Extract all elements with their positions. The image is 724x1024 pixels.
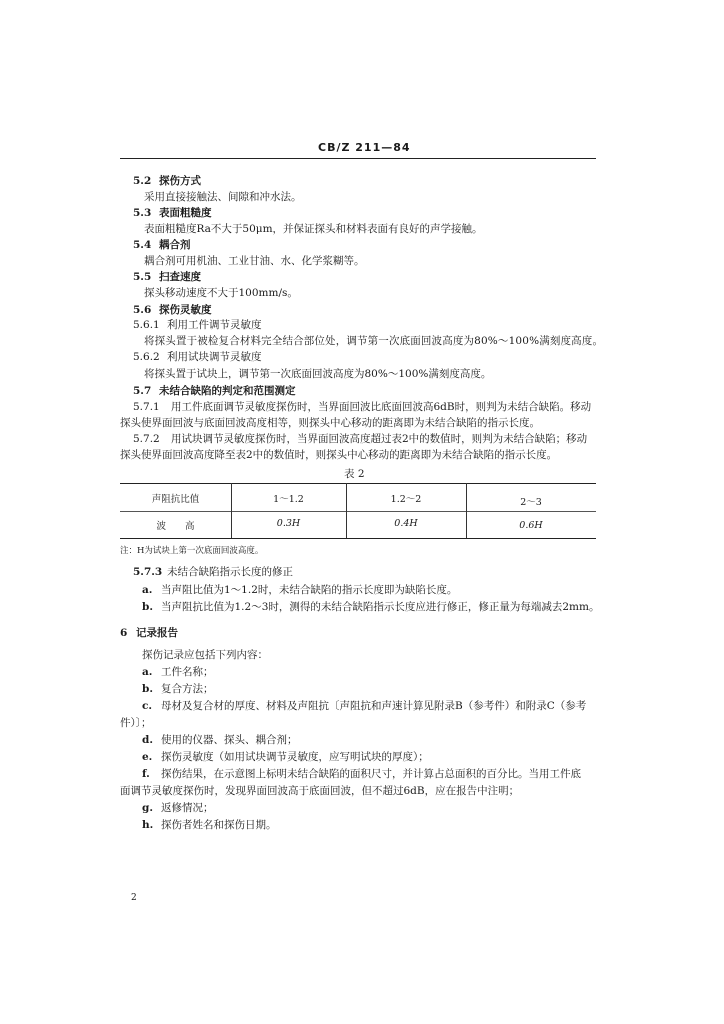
list-item-continuation: 件）〕； — [120, 717, 152, 729]
section-5-6-2-number: 5.6.2 — [133, 351, 160, 363]
document-code: CB/Z 211—84 — [318, 141, 411, 154]
list-text-b: 当声阻抗比值为1.2～3时，测得的未结合缺陷指示长度应进行修正，修正量为每端减去2mm。 — [161, 601, 600, 613]
table-bottom-rule — [120, 538, 596, 539]
table-cell: 2～3 — [520, 497, 542, 508]
section-5-7-2-number: 5.7.2 — [133, 433, 160, 445]
section-5-2-number: 5.2 — [133, 175, 152, 187]
list-item-text: 母材及复合材的厚度、材料及声阻抗〔声阻抗和声速计算见附录B（参考件）和附录C（参考 — [161, 700, 587, 712]
table-note: 注：H为试块上第一次底面回波高度。 — [120, 546, 264, 556]
list-label: a. — [142, 666, 153, 678]
list-label: b. — [142, 683, 153, 695]
section-5-4-body: 耦合剂可用机油、工业甘油、水、化学浆糊等。 — [144, 255, 365, 267]
section-5-7-1-line1: 用工件底面调节灵敏度探伤时，当界面回波比底面回波高6dB时，则判为未结合缺陷。移动 — [171, 401, 592, 413]
list-item-text: 探伤结果，在示意图上标明未结合缺陷的面积尺寸，并计算占总面积的百分比。当用工件底 — [161, 768, 581, 780]
list-label: e. — [142, 751, 153, 763]
section-5-7-3-number: 5.7.3 — [133, 566, 163, 578]
list-label-a: a. — [142, 584, 153, 596]
list-label: h. — [142, 819, 154, 831]
section-5-6-2-body: 将探头置于试块上，调节第一次底面回波高度为80%～100%满刻度高度。 — [144, 368, 492, 380]
list-item-continuation: 面调节灵敏度探伤时，发现界面回波高于底面回波，但不超过6dB，应在报告中注明； — [120, 785, 520, 797]
section-6-intro: 探伤记录应包括下列内容： — [142, 649, 268, 661]
section-5-7-2-line2: 探头使界面回波高度降至表2中的数值时，则探头中心移动的距离即为未结合缺陷的指示长度。 — [120, 449, 558, 461]
table-cell: 0.3H — [276, 518, 301, 529]
section-5-5-number: 5.5 — [133, 271, 152, 283]
list-label: f. — [142, 768, 150, 780]
section-5-3-title: 表面粗糙度 — [159, 207, 212, 219]
section-5-7-3-title: 未结合缺陷指示长度的修正 — [167, 566, 293, 578]
section-5-6-1-title: 利用工件调节灵敏度 — [167, 319, 262, 331]
table-top-rule — [120, 483, 596, 484]
list-label: g. — [142, 802, 153, 814]
list-item-text: 使用的仪器、探头、耦合剂； — [161, 734, 298, 746]
section-5-7-title: 未结合缺陷的判定和范围测定 — [159, 385, 296, 397]
section-5-4-title: 耦合剂 — [159, 239, 191, 251]
section-6-title: 记录报告 — [136, 627, 178, 639]
section-5-3-body: 表面粗糙度Ra不大于50μm，并保证探头和材料表面有良好的声学接触。 — [144, 223, 483, 235]
table-cell: 0.4H — [394, 518, 418, 529]
section-5-5-title: 扫查速度 — [159, 271, 201, 283]
list-item-text: 复合方法； — [161, 683, 214, 695]
list-label: d. — [142, 734, 153, 746]
section-5-7-1-line2: 探头使界面回波与底面回波高度相等，则探头中心移动的距离即为未结合缺陷的指示长度。 — [120, 417, 540, 429]
list-item-text: 探伤灵敏度（如用试块调节灵敏度，应写明试块的厚度）； — [161, 751, 429, 763]
table-caption: 表 2 — [344, 468, 365, 480]
section-5-4-number: 5.4 — [133, 239, 152, 251]
list-text-a: 当声阻比值为1～1.2时，未结合缺陷的指示长度即为缺陷长度。 — [161, 584, 458, 596]
table-cell: 1～1.2 — [273, 494, 304, 505]
section-6-number: 6 — [120, 627, 128, 639]
list-item-text: 返修情况； — [161, 802, 214, 814]
section-5-6-number: 5.6 — [133, 304, 152, 316]
list-label: c. — [142, 700, 153, 712]
table-row-header-wave-height: 波 高 — [156, 521, 195, 532]
section-5-3-number: 5.3 — [133, 207, 152, 219]
section-5-6-1-body: 将探头置于被检复合材料完全结合部位处，调节第一次底面回波高度为80%～100%满刻度高度。 — [144, 335, 604, 347]
table-row-header-impedance: 声阻抗比值 — [151, 494, 200, 505]
section-5-7-2-line1: 用试块调节灵敏度探伤时，当界面回波高度超过表2中的数值时，则判为未结合缺陷；移动 — [171, 433, 588, 445]
list-label-b: b. — [142, 601, 153, 613]
table-row-divider — [120, 511, 596, 512]
section-5-6-1-number: 5.6.1 — [133, 319, 160, 331]
table-cell: 1.2～2 — [390, 494, 422, 505]
section-5-7-1-number: 5.7.1 — [133, 401, 160, 413]
page-number: 2 — [131, 893, 137, 903]
section-5-6-2-title: 利用试块调节灵敏度 — [167, 351, 262, 363]
section-5-6-title: 探伤灵敏度 — [159, 304, 212, 316]
section-5-2-body: 采用直接接触法、间隙和冲水法。 — [144, 191, 302, 203]
header-rule — [120, 158, 596, 159]
table-cell: 0.6H — [519, 520, 543, 531]
section-5-5-body: 探头移动速度不大于100mm/s。 — [144, 287, 298, 299]
section-5-2-title: 探伤方式 — [159, 175, 201, 187]
list-item-text: 探伤者姓名和探伤日期。 — [161, 819, 277, 831]
list-item-text: 工件名称； — [161, 666, 214, 678]
section-5-7-number: 5.7 — [133, 385, 152, 397]
